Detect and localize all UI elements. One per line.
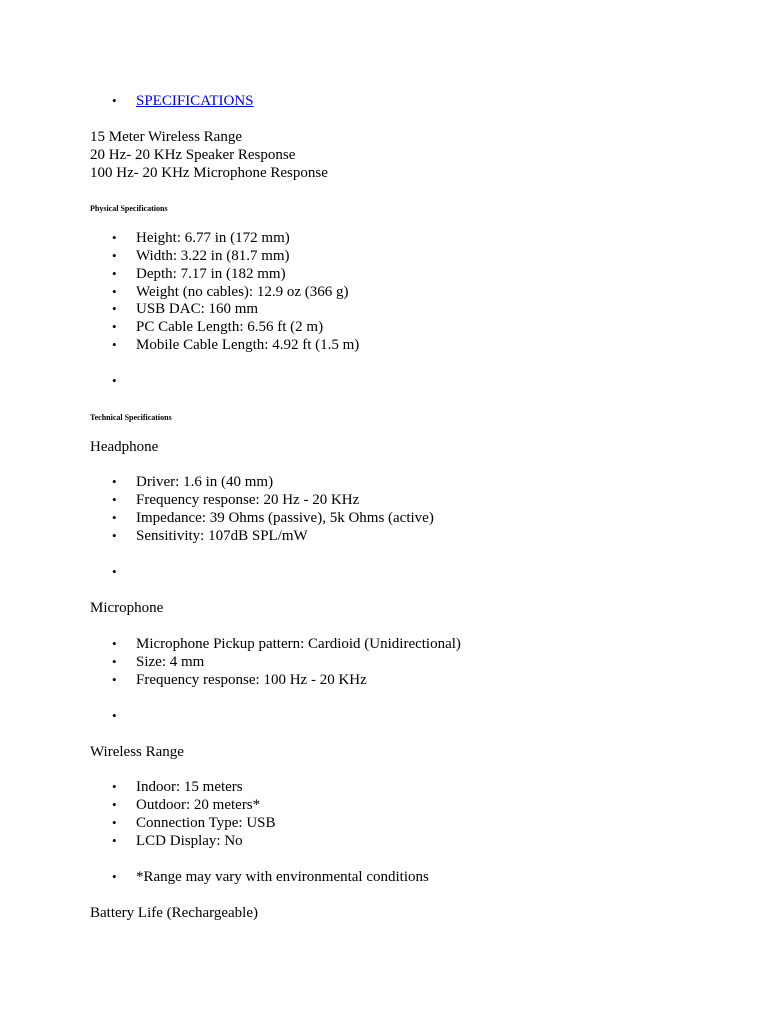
bullet: • — [112, 672, 117, 687]
bullet: • — [112, 528, 117, 543]
list-item-text: Indoor: 15 meters — [136, 779, 243, 795]
bullet: • — [112, 474, 117, 489]
bullet: • — [112, 319, 117, 334]
bullet: • — [112, 564, 117, 579]
list-item-text: Size: 4 mm — [136, 654, 205, 670]
intro-line: 100 Hz- 20 KHz Microphone Response — [90, 165, 328, 181]
list-item-text: Frequency response: 100 Hz - 20 KHz — [136, 672, 367, 688]
list-item-text: Mobile Cable Length: 4.92 ft (1.5 m) — [136, 337, 360, 353]
range-note: *Range may vary with environmental conditions — [136, 869, 429, 885]
technical-specifications-heading: Technical Specifications — [90, 413, 172, 422]
list-item-text: Frequency response: 20 Hz - 20 KHz — [136, 492, 360, 508]
bullet: • — [112, 510, 117, 525]
battery-life-heading: Battery Life (Rechargeable) — [90, 905, 258, 921]
bullet: • — [112, 230, 117, 245]
intro-line: 15 Meter Wireless Range — [90, 129, 242, 145]
bullet: • — [112, 266, 117, 281]
list-item-text: Microphone Pickup pattern: Cardioid (Unidirectional) — [136, 636, 461, 652]
bullet: • — [112, 337, 117, 352]
bullet: • — [112, 284, 117, 299]
list-item-text: Outdoor: 20 meters* — [136, 797, 261, 813]
bullet: • — [112, 492, 117, 507]
bullet: • — [112, 797, 117, 812]
list-item-text: Impedance: 39 Ohms (passive), 5k Ohms (active) — [136, 510, 434, 526]
list-item-text: Height: 6.77 in (172 mm) — [136, 230, 290, 246]
list-item-text: Width: 3.22 in (81.7 mm) — [136, 248, 290, 264]
headphone-heading: Headphone — [90, 439, 159, 455]
bullet: • — [112, 301, 117, 316]
list-item-text: Connection Type: USB — [136, 815, 276, 831]
list-item-text: Driver: 1.6 in (40 mm) — [136, 474, 274, 490]
list-item-text: USB DAC: 160 mm — [136, 301, 259, 317]
bullet: • — [112, 869, 117, 884]
bullet: • — [112, 248, 117, 263]
bullet: • — [112, 779, 117, 794]
list-item-text: Sensitivity: 107dB SPL/mW — [136, 528, 308, 544]
intro-line: 20 Hz- 20 KHz Speaker Response — [90, 147, 296, 163]
bullet: • — [112, 708, 117, 723]
bullet: • — [112, 93, 117, 108]
physical-specifications-heading: Physical Specifications — [90, 204, 168, 213]
bullet: • — [112, 636, 117, 651]
list-item-text: LCD Display: No — [136, 833, 243, 849]
list-item-text: Weight (no cables): 12.9 oz (366 g) — [136, 284, 349, 300]
list-item-text: PC Cable Length: 6.56 ft (2 m) — [136, 319, 324, 335]
bullet: • — [112, 833, 117, 848]
specifications-link[interactable]: SPECIFICATIONS — [136, 93, 254, 109]
wireless-range-heading: Wireless Range — [90, 744, 184, 760]
list-item-text: Depth: 7.17 in (182 mm) — [136, 266, 286, 282]
bullet: • — [112, 373, 117, 388]
bullet: • — [112, 815, 117, 830]
bullet: • — [112, 654, 117, 669]
microphone-heading: Microphone — [90, 600, 164, 616]
